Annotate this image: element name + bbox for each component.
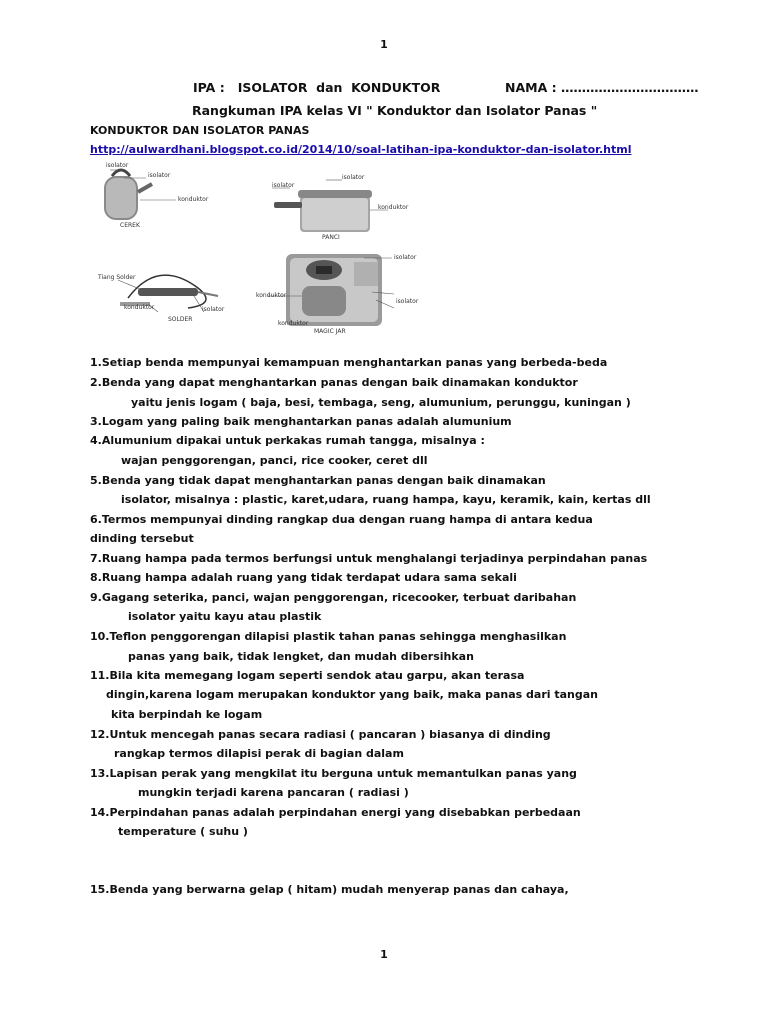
solder-caption: SOLDER — [168, 316, 193, 323]
section-title: KONDUKTOR DAN ISOLATOR PANAS — [90, 124, 310, 137]
line-10-cont: panas yang baik, tidak lengket, dan mudah dibersihkan — [128, 650, 474, 663]
page-number-bottom: 1 — [380, 948, 388, 961]
cerek-caption: CEREK — [120, 222, 140, 229]
line-10: 10.Teflon penggorengan dilapisi plastik tahan panas sehingga menghasilkan — [90, 630, 567, 643]
line-4-cont: wajan penggorengan, panci, rice cooker, ceret dll — [121, 454, 428, 467]
magic-jar-caption: MAGIC JAR — [314, 328, 346, 335]
cerek-label-2: isolator — [148, 172, 171, 179]
line-14: 14.Perpindahan panas adalah perpindahan energi yang disebabkan perbedaan — [90, 806, 581, 819]
line-5: 5.Benda yang tidak dapat menghantarkan panas dengan baik dinamakan — [90, 474, 546, 487]
figure-solder — [98, 262, 238, 326]
line-12-cont: rangkap termos dilapisi perak di bagian dalam — [114, 747, 404, 760]
line-13-cont: mungkin terjadi karena pancaran ( radiasi ) — [138, 786, 409, 799]
panci-label-1: isolator — [342, 174, 365, 181]
panci-label-3: konduktor — [378, 204, 409, 211]
panci-label-2: isolator — [272, 182, 295, 189]
figure-cerek — [98, 162, 218, 232]
line-9-cont: isolator yaitu kayu atau plastik — [128, 610, 322, 623]
solder-label-1: Tiang Solder — [98, 274, 136, 281]
solder-label-2: konduktor — [124, 304, 155, 311]
line-13: 13.Lapisan perak yang mengkilat itu berguna untuk memantulkan panas yang — [90, 767, 577, 780]
magic-jar-label-3: isolator — [394, 254, 417, 261]
line-6-cont: dinding tersebut — [90, 532, 194, 545]
magic-jar-label-4: isolator — [396, 298, 419, 305]
line-5-cont: isolator, misalnya : plastic, karet,udara, ruang hampa, kayu, keramik, kain, kertas dll — [121, 493, 651, 506]
panci-caption: PANCI — [322, 234, 340, 241]
magic-jar-label-1: konduktor — [256, 292, 287, 299]
line-11-cont-2: kita berpindah ke logam — [111, 708, 263, 721]
solder-label-3: isolator — [202, 306, 225, 313]
line-11: 11.Bila kita memegang logam seperti sendok atau garpu, akan terasa — [90, 669, 525, 682]
line-7: 7.Ruang hampa pada termos berfungsi untuk menghalangi terjadinya perpindahan panas — [90, 552, 648, 565]
page-number-top: 1 — [380, 38, 388, 51]
line-6: 6.Termos mempunyai dinding rangkap dua dengan ruang hampa di antara kedua — [90, 513, 593, 526]
figure-panci — [270, 172, 420, 244]
line-8: 8.Ruang hampa adalah ruang yang tidak terdapat udara sama sekali — [90, 571, 517, 584]
source-link[interactable]: http://aulwardhani.blogspot.co.id/2014/10/soal-latihan-ipa-konduktor-dan-isolator.html — [90, 143, 632, 156]
line-3: 3.Logam yang paling baik menghantarkan panas adalah alumunium — [90, 415, 512, 428]
name-field: NAMA : …………………………… — [505, 80, 699, 95]
line-2: 2.Benda yang dapat menghantarkan panas dengan baik dinamakan konduktor — [90, 376, 578, 389]
cerek-label-1: isolator — [106, 162, 129, 169]
line-14-cont: temperature ( suhu ) — [118, 825, 248, 838]
line-15: 15.Benda yang berwarna gelap ( hitam) mudah menyerap panas dan cahaya, — [90, 883, 569, 896]
line-12: 12.Untuk mencegah panas secara radiasi ( pancaran ) biasanya di dinding — [90, 728, 551, 741]
line-2-cont: yaitu jenis logam ( baja, besi, tembaga, seng, alumunium, perunggu, kuningan ) — [131, 396, 631, 409]
magic-jar-label-2: konduktor — [278, 320, 309, 327]
document-subtitle: Rangkuman IPA kelas VI " Konduktor dan Isolator Panas " — [192, 103, 598, 118]
line-4: 4.Alumunium dipakai untuk perkakas rumah tangga, misalnya : — [90, 434, 485, 447]
subject-title: IPA : ISOLATOR dan KONDUKTOR — [193, 80, 441, 95]
figure-magic-jar — [254, 252, 424, 336]
line-9: 9.Gagang seterika, panci, wajan penggorengan, ricecooker, terbuat daribahan — [90, 591, 577, 604]
line-1: 1.Setiap benda mempunyai kemampuan menghantarkan panas yang berbeda-beda — [90, 356, 608, 369]
cerek-label-3: konduktor — [178, 196, 209, 203]
line-11-cont-1: dingin,karena logam merupakan konduktor yang baik, maka panas dari tangan — [106, 688, 598, 701]
